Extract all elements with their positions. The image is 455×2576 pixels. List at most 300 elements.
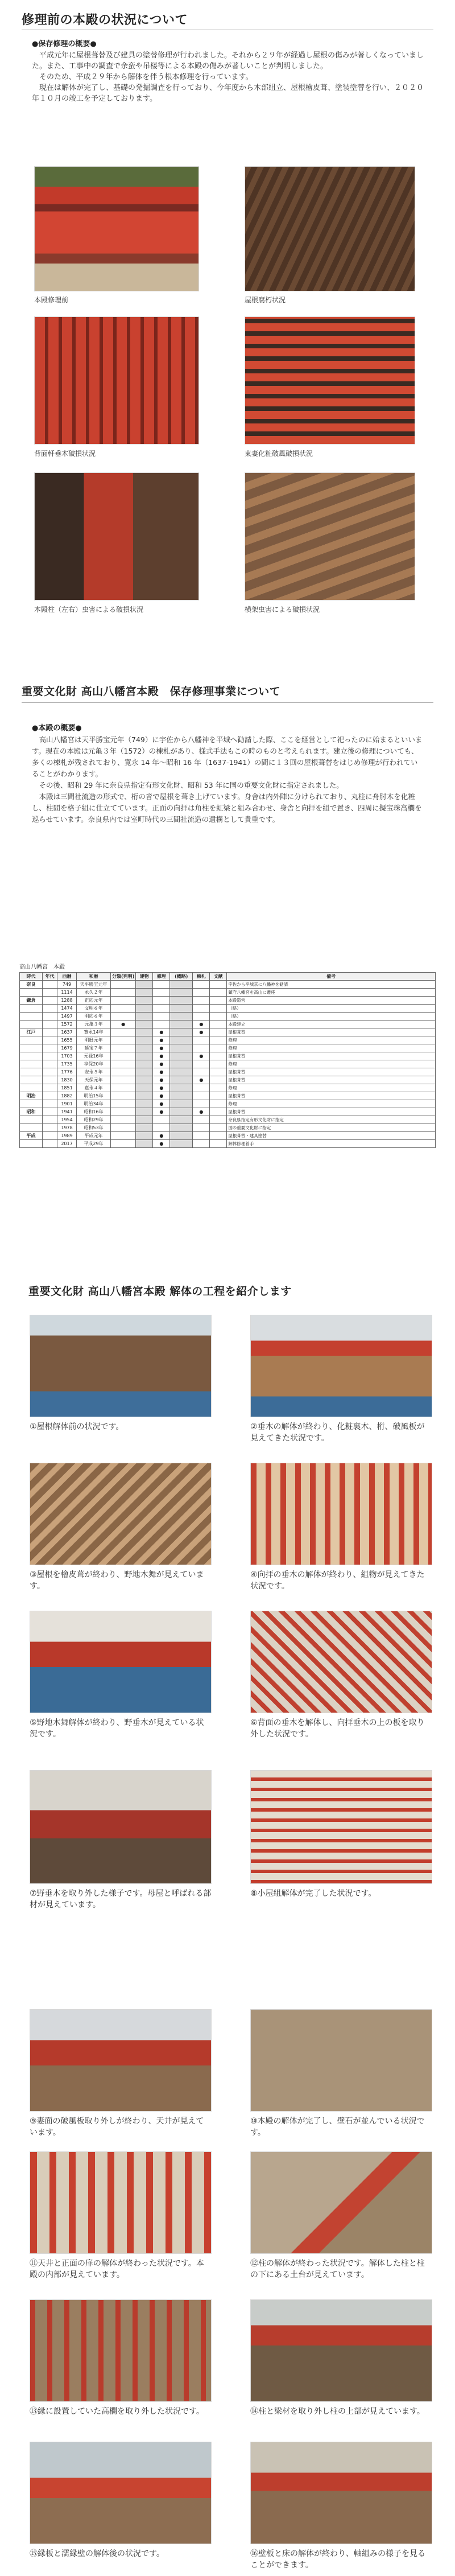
table-cell: 元禄16年	[77, 1052, 111, 1060]
photo-caption: 本殿修理前	[34, 296, 69, 304]
photo-beam-insect-damage	[245, 472, 415, 600]
table-cell	[210, 1020, 227, 1028]
table-header: 和暦	[77, 973, 111, 981]
table-cell	[20, 1060, 43, 1068]
table-cell	[111, 1005, 136, 1013]
table-cell	[193, 989, 210, 997]
table-cell	[136, 1092, 153, 1100]
table-cell	[193, 1140, 210, 1148]
table-cell	[43, 1052, 57, 1060]
table-cell	[210, 989, 227, 997]
table-cell	[43, 1020, 57, 1028]
table-cell: 鎌倉	[20, 997, 43, 1005]
table-header: (概略)	[170, 973, 193, 981]
table-cell: 屋根葺替	[227, 1076, 436, 1084]
table-cell: 1882	[57, 1092, 77, 1100]
photo-caption: ⑩本殿の解体が完了し、壁石が並んでいる状況です。	[250, 2117, 425, 2137]
table-cell	[193, 981, 210, 989]
table-body	[20, 981, 436, 1148]
section3-title: 重要文化財 高山八幡宮本殿 解体の工程を紹介します	[28, 1285, 292, 1298]
table-cell	[43, 1124, 57, 1132]
table-cell	[20, 1068, 43, 1076]
table-cell	[111, 997, 136, 1005]
table-header: 棟札	[193, 973, 210, 981]
table-cell	[111, 1060, 136, 1068]
table-cell: 解体修理着手	[227, 1140, 436, 1148]
table-cell	[170, 1052, 193, 1060]
table-cell: 元亀３年	[77, 1020, 111, 1028]
table-cell: 本殿建立	[227, 1020, 436, 1028]
table-cell: ●	[193, 1052, 210, 1060]
table-cell	[153, 989, 170, 997]
table-row	[20, 1036, 436, 1044]
table-cell	[111, 1092, 136, 1100]
section-pre-repair	[0, 0, 455, 643]
table-cell	[210, 1028, 227, 1036]
table-cell	[111, 1140, 136, 1148]
divider	[22, 702, 433, 703]
table-cell	[136, 1020, 153, 1028]
table-header: 西暦	[57, 973, 77, 981]
table-cell: ●	[153, 1068, 170, 1076]
photo-caption: 背面軒垂木破損状況	[34, 450, 96, 458]
table-cell: （略）	[227, 1005, 436, 1013]
process-photo-10	[250, 2009, 432, 2112]
table-cell: 1114	[57, 989, 77, 997]
table-cell	[20, 1052, 43, 1060]
section2-text	[32, 734, 424, 825]
table-cell	[43, 1060, 57, 1068]
table-cell: ●	[153, 1060, 170, 1068]
table-cell	[210, 1116, 227, 1124]
table-cell	[170, 1076, 193, 1084]
table-row	[20, 1068, 436, 1076]
table-cell: ●	[193, 1108, 210, 1116]
table-cell: ●	[153, 1108, 170, 1116]
table-row	[20, 1100, 436, 1108]
table-cell	[136, 1005, 153, 1013]
table-cell: 屋根葺替	[227, 1068, 436, 1076]
table-cell	[136, 1028, 153, 1036]
table-cell	[193, 1044, 210, 1052]
table-cell: ●	[153, 1084, 170, 1092]
table-cell	[170, 1060, 193, 1068]
process-photo-9	[30, 2009, 212, 2112]
table-cell: 1978	[57, 1124, 77, 1132]
table-cell: 昭和16年	[77, 1108, 111, 1116]
table-cell: 1830	[57, 1076, 77, 1084]
table-cell	[193, 997, 210, 1005]
table-cell: 屋根葺替・建具塗替	[227, 1132, 436, 1140]
table-cell: 1497	[57, 1013, 77, 1020]
table-row	[20, 1124, 436, 1132]
table-cell	[210, 1044, 227, 1052]
table-cell: 1703	[57, 1052, 77, 1060]
table-cell	[43, 981, 57, 989]
table-cell	[20, 1124, 43, 1132]
table-cell	[111, 1132, 136, 1140]
photo-pillar-insect-damage	[34, 472, 199, 600]
table-cell	[20, 1036, 43, 1044]
table-cell: 1989	[57, 1132, 77, 1140]
table-cell	[111, 1068, 136, 1076]
table-cell	[210, 1084, 227, 1092]
table-cell	[210, 1100, 227, 1108]
table-cell	[170, 1020, 193, 1028]
table-cell	[153, 997, 170, 1005]
table-cell	[136, 1052, 153, 1060]
photo-caption: ⑥背面の垂木を解体し、向拝垂木の上の板を取り外した状況です。	[250, 1718, 425, 1739]
table-cell	[43, 1068, 57, 1076]
table-header: 修理	[153, 973, 170, 981]
table-cell	[193, 1132, 210, 1140]
table-cell: 1679	[57, 1044, 77, 1052]
table-header: 時代	[20, 973, 43, 981]
process-photo-6	[250, 1611, 432, 1713]
table-cell: 江戸	[20, 1028, 43, 1036]
table-row	[20, 1020, 436, 1028]
table-cell	[170, 1005, 193, 1013]
table-cell	[210, 1092, 227, 1100]
process-photo-13	[30, 2299, 212, 2402]
table-cell: ●	[153, 1044, 170, 1052]
process-photo-8	[250, 1770, 432, 1884]
table-cell	[20, 1084, 43, 1092]
table-cell: 明治15年	[77, 1092, 111, 1100]
table-cell	[210, 1140, 227, 1148]
table-cell	[170, 1140, 193, 1148]
table-cell: 屋根葺替	[227, 1052, 436, 1060]
table-cell	[43, 1140, 57, 1148]
process-photo-5	[30, 1611, 212, 1713]
table-cell: 文明６年	[77, 1005, 111, 1013]
table-cell	[193, 1005, 210, 1013]
table-cell	[136, 997, 153, 1005]
table-row	[20, 981, 436, 989]
table-cell: 屋根葺替	[227, 1108, 436, 1116]
photo-before-repair	[34, 166, 199, 291]
table-cell: 1655	[57, 1036, 77, 1044]
section-repair-project	[0, 643, 455, 1264]
table-cell	[43, 1100, 57, 1108]
table-cell	[170, 1124, 193, 1132]
table-cell: 明治	[20, 1092, 43, 1100]
table-cell	[43, 1116, 57, 1124]
table-cell	[193, 1013, 210, 1020]
table-cell	[136, 1108, 153, 1116]
table-cell	[20, 1140, 43, 1148]
table-cell	[136, 1044, 153, 1052]
table-cell: ●	[153, 1052, 170, 1060]
table-cell	[170, 1028, 193, 1036]
table-cell	[210, 1124, 227, 1132]
table-caption: 高山八幡宮 本殿	[19, 964, 65, 970]
table-row	[20, 1076, 436, 1084]
table-cell	[193, 1116, 210, 1124]
process-photo-15	[30, 2442, 212, 2544]
table-cell: ●	[153, 1140, 170, 1148]
table-cell: 平成元年	[77, 1132, 111, 1140]
table-cell	[153, 1020, 170, 1028]
process-photo-3	[30, 1463, 212, 1565]
table-cell	[111, 1044, 136, 1052]
table-cell	[43, 1132, 57, 1140]
section1-title: 修理前の本殿の状況について	[22, 13, 188, 27]
table-header: 年代	[43, 973, 57, 981]
table-cell	[136, 1076, 153, 1084]
table-cell: 昭和29年	[77, 1116, 111, 1124]
table-cell: ●	[153, 1076, 170, 1084]
table-cell: 1637	[57, 1028, 77, 1036]
table-cell	[43, 1005, 57, 1013]
table-cell: 1572	[57, 1020, 77, 1028]
table-cell	[20, 1020, 43, 1028]
table-cell	[136, 1060, 153, 1068]
repair-history-table	[19, 972, 436, 1148]
section2-heading: ●本殿の概要●	[32, 724, 82, 733]
table-cell	[20, 1100, 43, 1108]
photo-gable-board-damage	[245, 316, 415, 445]
table-cell: 平成29年	[77, 1140, 111, 1148]
table-cell	[170, 1108, 193, 1116]
section1-text	[32, 50, 424, 104]
table-row	[20, 1116, 436, 1124]
table-cell	[20, 989, 43, 997]
table-cell	[210, 1005, 227, 1013]
table-cell	[43, 1084, 57, 1092]
table-cell: ●	[153, 1036, 170, 1044]
photo-caption: 屋根腐朽状況	[245, 296, 286, 304]
table-cell	[111, 1084, 136, 1092]
process-photo-12	[250, 2151, 432, 2254]
table-cell	[111, 1100, 136, 1108]
table-cell: 修理	[227, 1044, 436, 1052]
table-cell	[193, 1068, 210, 1076]
table-cell	[170, 1132, 193, 1140]
table-cell	[153, 1116, 170, 1124]
table-cell	[170, 981, 193, 989]
table-cell	[111, 1108, 136, 1116]
table-cell	[210, 1132, 227, 1140]
paragraph: そのため、平成２９年から解体を伴う根本修理を行っています。	[39, 73, 253, 81]
process-photo-4	[250, 1463, 432, 1565]
table-cell: ●	[153, 1092, 170, 1100]
table-cell	[210, 1052, 227, 1060]
table-cell: 本殿造営	[227, 997, 436, 1005]
photo-caption: ②垂木の解体が終わり、化粧裏木、桁、破風板が見えてきた状況です。	[250, 1422, 425, 1443]
table-cell: ●	[193, 1028, 210, 1036]
table-cell: 天保元年	[77, 1076, 111, 1084]
table-cell	[193, 1084, 210, 1092]
section-dismantling-process	[0, 1264, 455, 1998]
table-row	[20, 1132, 436, 1140]
table-row	[20, 1084, 436, 1092]
table-cell: ●	[153, 1100, 170, 1108]
table-cell: 安永５年	[77, 1068, 111, 1076]
table-cell	[111, 1036, 136, 1044]
table-cell	[136, 989, 153, 997]
table-cell: 1941	[57, 1108, 77, 1116]
photo-caption: ⑧小屋組解体が完了した状況です。	[250, 1889, 377, 1898]
table-cell: 修理	[227, 1036, 436, 1044]
table-cell: ●	[111, 1020, 136, 1028]
table-cell: 修理	[227, 1084, 436, 1092]
table-cell	[170, 1036, 193, 1044]
process-photo-1	[30, 1315, 212, 1417]
table-cell	[170, 997, 193, 1005]
table-cell	[136, 1068, 153, 1076]
process-photo-7	[30, 1770, 212, 1884]
paragraph: 現在は解体が完了し、基礎の発掘調査を行っており、今年度から木部組立、屋根檜皮葺、塗装塗替を行い、２０２０年１０月の竣工を予定しております。	[32, 84, 424, 103]
table-cell: 平成	[20, 1132, 43, 1140]
table-cell: 昭和	[20, 1108, 43, 1116]
table-header: 建物	[136, 973, 153, 981]
table-cell	[43, 1092, 57, 1100]
section1-heading: ●保存修理の概要●	[32, 40, 97, 48]
table-row	[20, 989, 436, 997]
photo-caption: ⑫柱の解体が終わった状況です。解体した柱と柱の下にある土台が見えています。	[250, 2259, 425, 2279]
table-row	[20, 1028, 436, 1036]
table-cell	[210, 981, 227, 989]
table-cell	[20, 1116, 43, 1124]
table-cell	[43, 989, 57, 997]
table-cell: 昭和53年	[77, 1124, 111, 1132]
table-cell: 1901	[57, 1100, 77, 1108]
photo-caption: ⑨妻面の破風板取り外しが終わり、天井が見えています。	[30, 2117, 204, 2137]
table-cell	[43, 1076, 57, 1084]
section-dismantling-process-cont	[0, 1998, 455, 2576]
table-header: 分類(判明)	[111, 973, 136, 981]
table-row	[20, 1060, 436, 1068]
table-cell: ●	[193, 1020, 210, 1028]
table-cell	[20, 1044, 43, 1052]
table-cell	[210, 1108, 227, 1116]
table-cell	[153, 1013, 170, 1020]
table-cell	[210, 1060, 227, 1068]
table-row	[20, 1005, 436, 1013]
table-row	[20, 1052, 436, 1060]
photo-caption: ④向拝の垂木の解体が終わり、組物が見えてきた状況です。	[250, 1570, 425, 1591]
table-cell: 屋根葺替	[227, 1028, 436, 1036]
table-row	[20, 1108, 436, 1116]
table-cell	[111, 1076, 136, 1084]
table-cell: 宇佐から平城京に八幡神を勧請	[227, 981, 436, 989]
table-cell	[111, 989, 136, 997]
table-cell: 正応元年	[77, 997, 111, 1005]
table-cell	[210, 1013, 227, 1020]
paragraph: 高山八幡宮は天平勝宝元年（749）に宇佐から八幡神を平城へ勧請した際、ここを経営として祀ったのに始まるといいます。現在の本殿は元亀３年（1572）の棟札があり、様式手法もこの時のものと考えられます。建立後の修理についても、多くの棟札が残されており、寛永 14 年～昭和 16 年（1637-1941）の間に１３回の屋根葺替をはじめ修理が行われていることがわかります。	[32, 735, 423, 778]
table-cell	[170, 1013, 193, 1020]
table-cell	[136, 1140, 153, 1148]
photo-caption: 東妻化粧破風破損状況	[245, 450, 313, 458]
table-cell: （略）	[227, 1013, 436, 1020]
table-cell	[43, 1028, 57, 1036]
table-cell	[136, 1100, 153, 1108]
table-cell: 749	[57, 981, 77, 989]
table-cell: 明治34年	[77, 1100, 111, 1108]
table-cell: 寛永14年	[77, 1028, 111, 1036]
table-cell	[210, 1076, 227, 1084]
paragraph: 本殿は三間社流造の形式で、桁の音で屋根を葺き上げています。身舎は内外陣に分けられており、丸柱に舟肘木を化粧し、柱間を格子組に仕立てています。正面の向拝は角柱を虹梁と組み合わせ、身舎と向拝を組で置き、四周に擬宝珠高欄を巡らせています。奈良県内では室町時代の三間社流造の遺構として貴重です。	[32, 792, 422, 824]
photo-caption: ⑭柱と梁材を取り外し柱の上部が見えています。	[250, 2407, 425, 2416]
table-cell	[136, 1036, 153, 1044]
table-cell	[210, 997, 227, 1005]
table-cell: 1776	[57, 1068, 77, 1076]
table-cell	[136, 1013, 153, 1020]
table-cell: 明暦元年	[77, 1036, 111, 1044]
table-cell	[111, 1028, 136, 1036]
table-cell	[210, 1036, 227, 1044]
table-cell	[111, 1124, 136, 1132]
table-cell	[153, 1005, 170, 1013]
table-cell: 修理	[227, 1100, 436, 1108]
table-cell: 永久２年	[77, 989, 111, 997]
table-cell	[20, 1013, 43, 1020]
process-photo-14	[250, 2299, 432, 2402]
photo-caption: ⑤野地木舞解体が終わり、野垂木が見えている状況です。	[30, 1718, 204, 1739]
paragraph: 平成元年に屋根葺替及び建具の塗替修理が行われました。それから２９年が経過し屋根の傷みが著しくなっていました。また、工事中の調査で余蛮や吊楼等による本殿の傷みが著しいことが判明しました。	[32, 51, 424, 71]
table-cell	[111, 1013, 136, 1020]
table-cell	[193, 1124, 210, 1132]
table-cell	[153, 981, 170, 989]
process-photo-11	[30, 2151, 212, 2254]
table-cell	[43, 1036, 57, 1044]
table-cell: ●	[153, 1132, 170, 1140]
table-cell: 1851	[57, 1084, 77, 1092]
table-cell: 嘉永４年	[77, 1084, 111, 1092]
photo-caption: ③屋根を檜皮葺が終わり、野地木舞が見えています。	[30, 1570, 204, 1591]
table-cell	[170, 1116, 193, 1124]
photo-rear-eave-damage	[34, 316, 199, 445]
table-cell	[136, 1116, 153, 1124]
table-cell: 鎮守八幡宮を高山に遷座	[227, 989, 436, 997]
photo-caption: ⑮縁板と濡縁壁の解体後の状況です。	[30, 2549, 164, 2558]
table-cell	[136, 1084, 153, 1092]
table-cell: ●	[193, 1076, 210, 1084]
table-cell	[43, 997, 57, 1005]
table-cell: 屋根葺替	[227, 1092, 436, 1100]
table-cell	[111, 981, 136, 989]
photo-caption: 横架虫害による破損状況	[245, 606, 320, 614]
process-photo-16	[250, 2442, 432, 2544]
table-row	[20, 1092, 436, 1100]
table-cell	[136, 981, 153, 989]
table-row	[20, 997, 436, 1005]
table-cell	[20, 1005, 43, 1013]
table-cell: 2017	[57, 1140, 77, 1148]
table-cell	[43, 1044, 57, 1052]
photo-roof-decay	[245, 166, 415, 291]
table-cell	[193, 1060, 210, 1068]
table-cell	[193, 1092, 210, 1100]
table-cell: 1288	[57, 997, 77, 1005]
table-cell: 享保20年	[77, 1060, 111, 1068]
table-cell	[170, 1100, 193, 1108]
table-row	[20, 1044, 436, 1052]
table-cell	[210, 1068, 227, 1076]
table-cell: 修理	[227, 1060, 436, 1068]
table-cell	[43, 1013, 57, 1020]
table-cell: 奈良	[20, 981, 43, 989]
table-cell	[153, 1124, 170, 1132]
table-header: 備考	[227, 973, 436, 981]
table-cell: 1735	[57, 1060, 77, 1068]
table-cell	[170, 989, 193, 997]
photo-caption: ①屋根解体前の状況です。	[30, 1422, 124, 1431]
table-cell	[136, 1124, 153, 1132]
table-cell: 1474	[57, 1005, 77, 1013]
table-cell	[20, 1076, 43, 1084]
